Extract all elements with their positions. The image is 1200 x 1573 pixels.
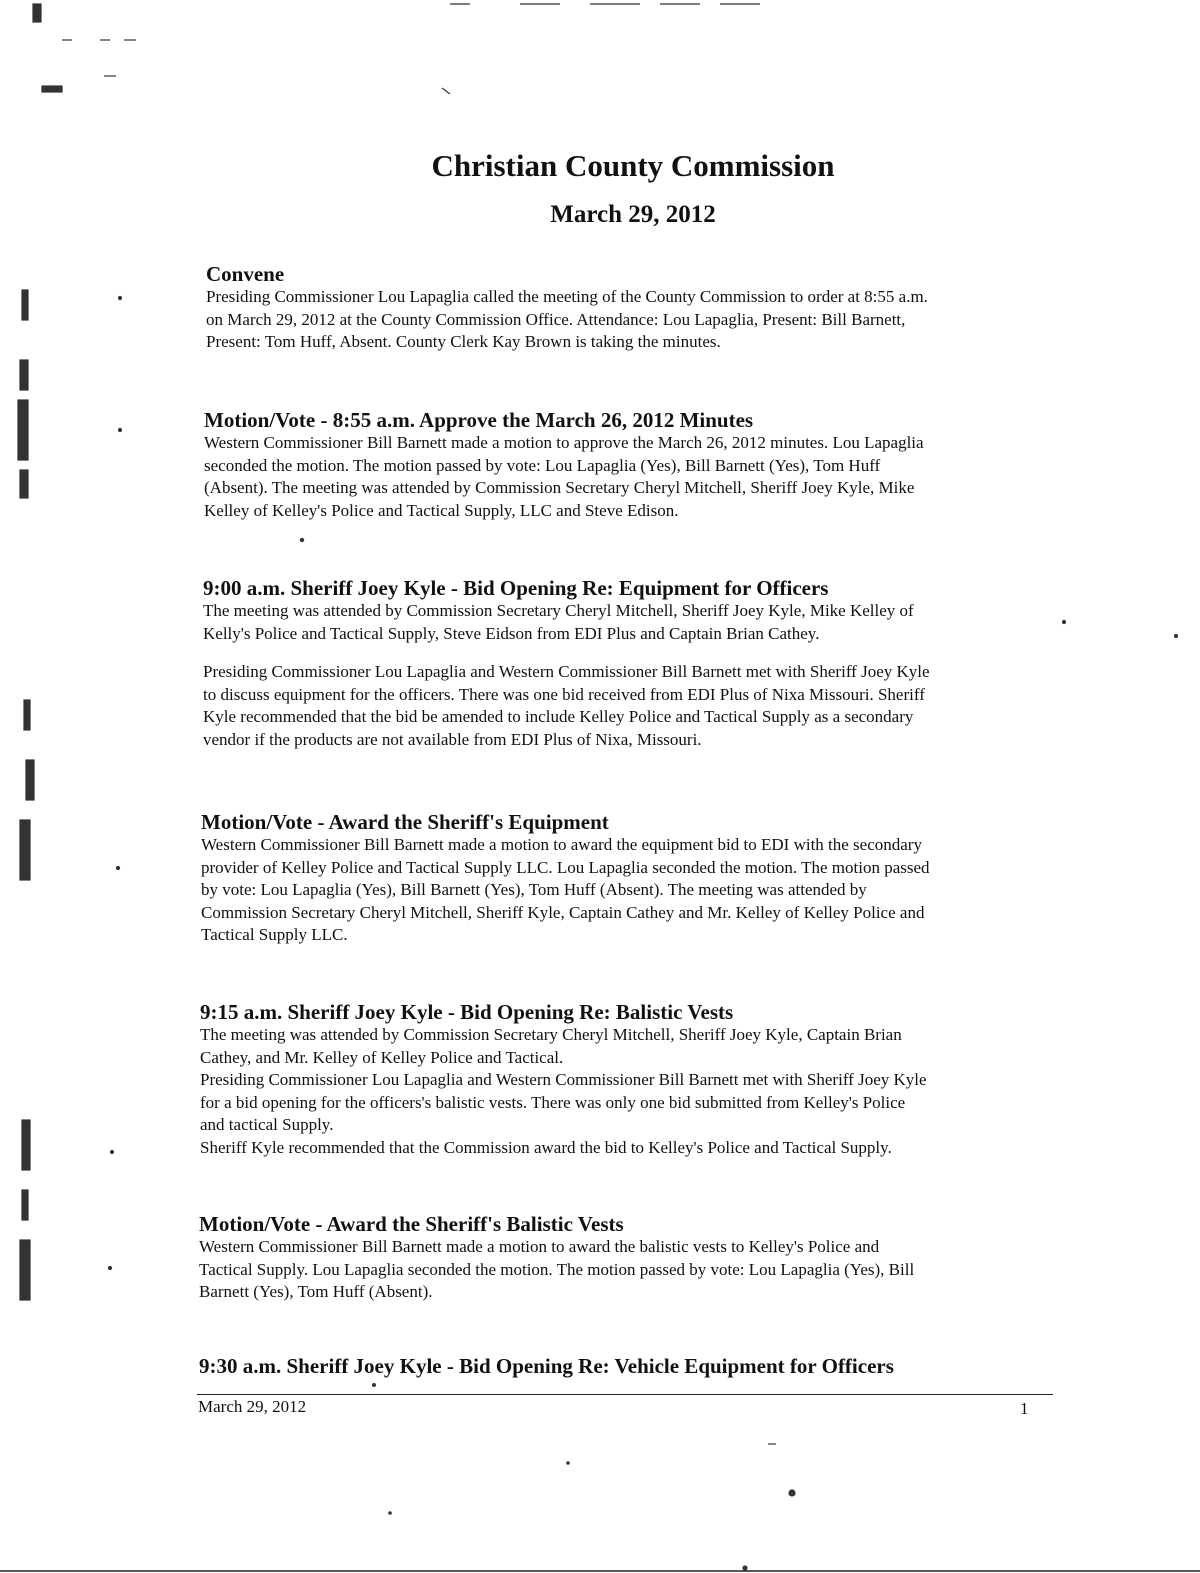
section-paragraph: Sheriff Kyle recommended that the Commission award the bid to Kelley's Police and Tactical Supply. xyxy=(200,1137,892,1157)
section-convene xyxy=(206,262,1076,354)
section-paragraph: Presiding Commissioner Lou Lapaglia and Western Commissioner Bill Barnett met with Sheriff Joey Kyle to discuss equipment for the officers. There was one bid received from EDI Plus of Nixa Missouri. Sheriff Kyle recommended that the bid be amended to include Kelley Police and Tactical Supply as a secondary vendor if the products are not available from EDI Plus of Nixa, Missouri. xyxy=(203,662,930,749)
page-title: Christian County Commission xyxy=(431,148,835,183)
section-paragraph: Western Commissioner Bill Barnett made a motion to award the equipment bid to EDI with the secondary provider of Kelley Police and Tactical Supply LLC. Lou Lapaglia seconded the motion. The motion passed by vote: Lou Lapaglia (Yes), Bill Barnett (Yes), Tom Huff (Absent). The meeting was attended by Commission Secretary Cheryl Mitchell, Sheriff Kyle, Captain Cathey and Mr. Kelley of Kelley Police and Tactical Supply LLC. xyxy=(201,835,930,945)
section-paragraph: Presiding Commissioner Lou Lapaglia called the meeting of the County Commission to order at 8:55 a.m. on March 29, 2012 at the County Commission Office. Attendance: Lou Lapaglia, Present: Bill Barnett, Present: Tom Huff, Absent. County Clerk Kay Brown is taking the minutes. xyxy=(206,287,928,352)
section-approve-minutes xyxy=(204,408,1074,522)
section-heading: Motion/Vote - Award the Sheriff's Equipment xyxy=(201,810,609,834)
section-heading: 9:30 a.m. Sheriff Joey Kyle - Bid Opening Re: Vehicle Equipment for Officers xyxy=(199,1354,894,1378)
section-paragraph: Western Commissioner Bill Barnett made a motion to approve the March 26, 2012 minutes. Lou Lapaglia seconded the motion. The motion passed by vote: Lou Lapaglia (Yes), Bill Barnett (Yes), Tom Huff (Absent). The meeting was attended by Commission Secretary Cheryl Mitchell, Sheriff Joey Kyle, Mike Kelley of Kelley's Police and Tactical Supply, LLC and Steve Edison. xyxy=(204,433,924,520)
section-vehicle-equipment-bid xyxy=(199,1354,1069,1378)
section-heading: 9:15 a.m. Sheriff Joey Kyle - Bid Opening Re: Balistic Vests xyxy=(200,1000,734,1024)
section-vests-bid xyxy=(200,1000,1070,1160)
page-number: 1 xyxy=(1020,1399,1029,1418)
section-paragraph: Western Commissioner Bill Barnett made a motion to award the balistic vests to Kelley's Police and Tactical Supply. Lou Lapaglia seconded the motion. The motion passed by vote: Lou Lapaglia (Yes), Bill Barnett (Yes), Tom Huff (Absent). xyxy=(199,1237,915,1302)
section-equipment-bid xyxy=(203,576,1073,752)
section-heading: 9:00 a.m. Sheriff Joey Kyle - Bid Opening Re: Equipment for Officers xyxy=(203,576,829,600)
section-heading: Motion/Vote - 8:55 a.m. Approve the March 26, 2012 Minutes xyxy=(204,408,754,432)
footer-divider xyxy=(197,1394,1053,1395)
section-award-vests xyxy=(199,1212,1069,1304)
footer-date: March 29, 2012 xyxy=(198,1397,307,1416)
section-paragraph: The meeting was attended by Commission Secretary Cheryl Mitchell, Sheriff Joey Kyle, Captain Brian Cathey, and Mr. Kelley of Kelley Police and Tactical. xyxy=(200,1025,902,1067)
section-heading: Convene xyxy=(206,262,285,286)
page-date: March 29, 2012 xyxy=(550,201,716,228)
section-paragraph: Presiding Commissioner Lou Lapaglia and Western Commissioner Bill Barnett met with Sheriff Joey Kyle for a bid opening for the officers's balistic vests. There was only one bid submitted from Kelley's Police and tactical Supply. xyxy=(200,1070,927,1135)
section-paragraph: The meeting was attended by Commission Secretary Cheryl Mitchell, Sheriff Joey Kyle, Mike Kelley of Kelly's Police and Tactical Supply, Steve Eidson from EDI Plus and Captain Brian Cathey. xyxy=(203,601,914,643)
section-heading: Motion/Vote - Award the Sheriff's Balistic Vests xyxy=(199,1212,624,1236)
section-award-equipment xyxy=(201,810,1071,947)
